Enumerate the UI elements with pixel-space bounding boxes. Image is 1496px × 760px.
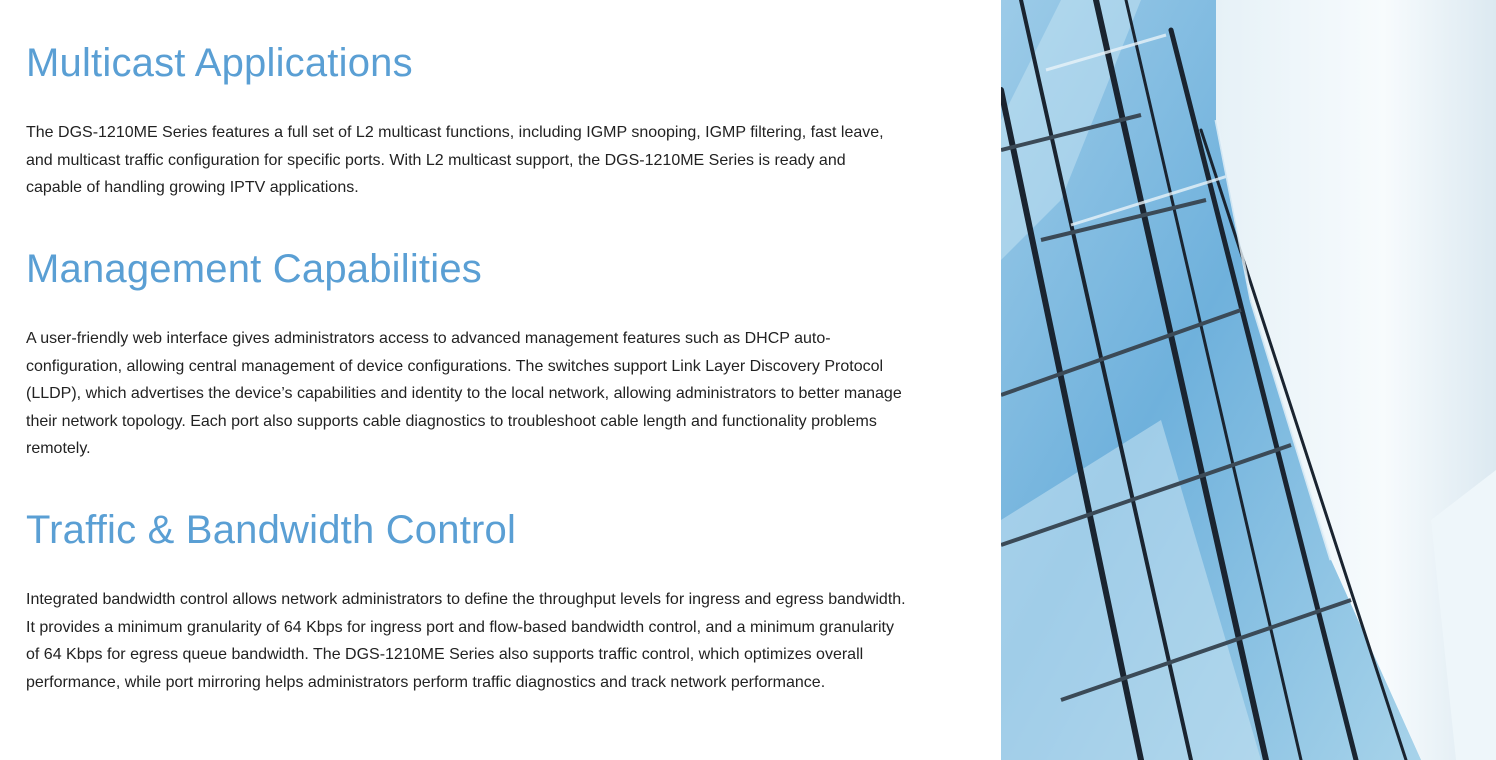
multicast-applications-heading: Multicast Applications xyxy=(26,41,413,85)
traffic-bandwidth-control-heading: Traffic & Bandwidth Control xyxy=(26,508,517,552)
building-illustration xyxy=(1001,0,1496,760)
management-capabilities-text: A user-friendly web interface gives administrators access to advanced management features such as DHCP auto-configuration, allowing central management of device configurations. The switches support Link Layer Discovery Protocol (LLDP), which advertises the device’s capabilities and identity to the local network, allowing administrators to better manage their network topology. Each port also supports cable diagnostics to troubleshoot cable length and functionality problems remotely. xyxy=(26,330,902,458)
management-capabilities-heading: Management Capabilities xyxy=(26,247,482,291)
building-glass-facade-image xyxy=(1001,0,1496,760)
traffic-bandwidth-control-text: Integrated bandwidth control allows network administrators to define the throughput levels for ingress and egress bandwidth. It provides a minimum granularity of 64 Kbps for ingress port and flow-based bandwidth control, and a minimum granularity of 64 Kbps for egress queue bandwidth. The DGS-1210ME Series also supports traffic control, which optimizes overall performance, while port mirroring helps administrators perform traffic diagnostics and track network performance. xyxy=(26,591,906,691)
multicast-applications-text: The DGS-1210ME Series features a full set of L2 multicast functions, including IGMP snooping, IGMP filtering, fast leave, and multicast traffic configuration for specific ports. With L2 multicast support, the DGS-1210ME Series is ready and capable of handling growing IPTV applications. xyxy=(26,124,884,197)
